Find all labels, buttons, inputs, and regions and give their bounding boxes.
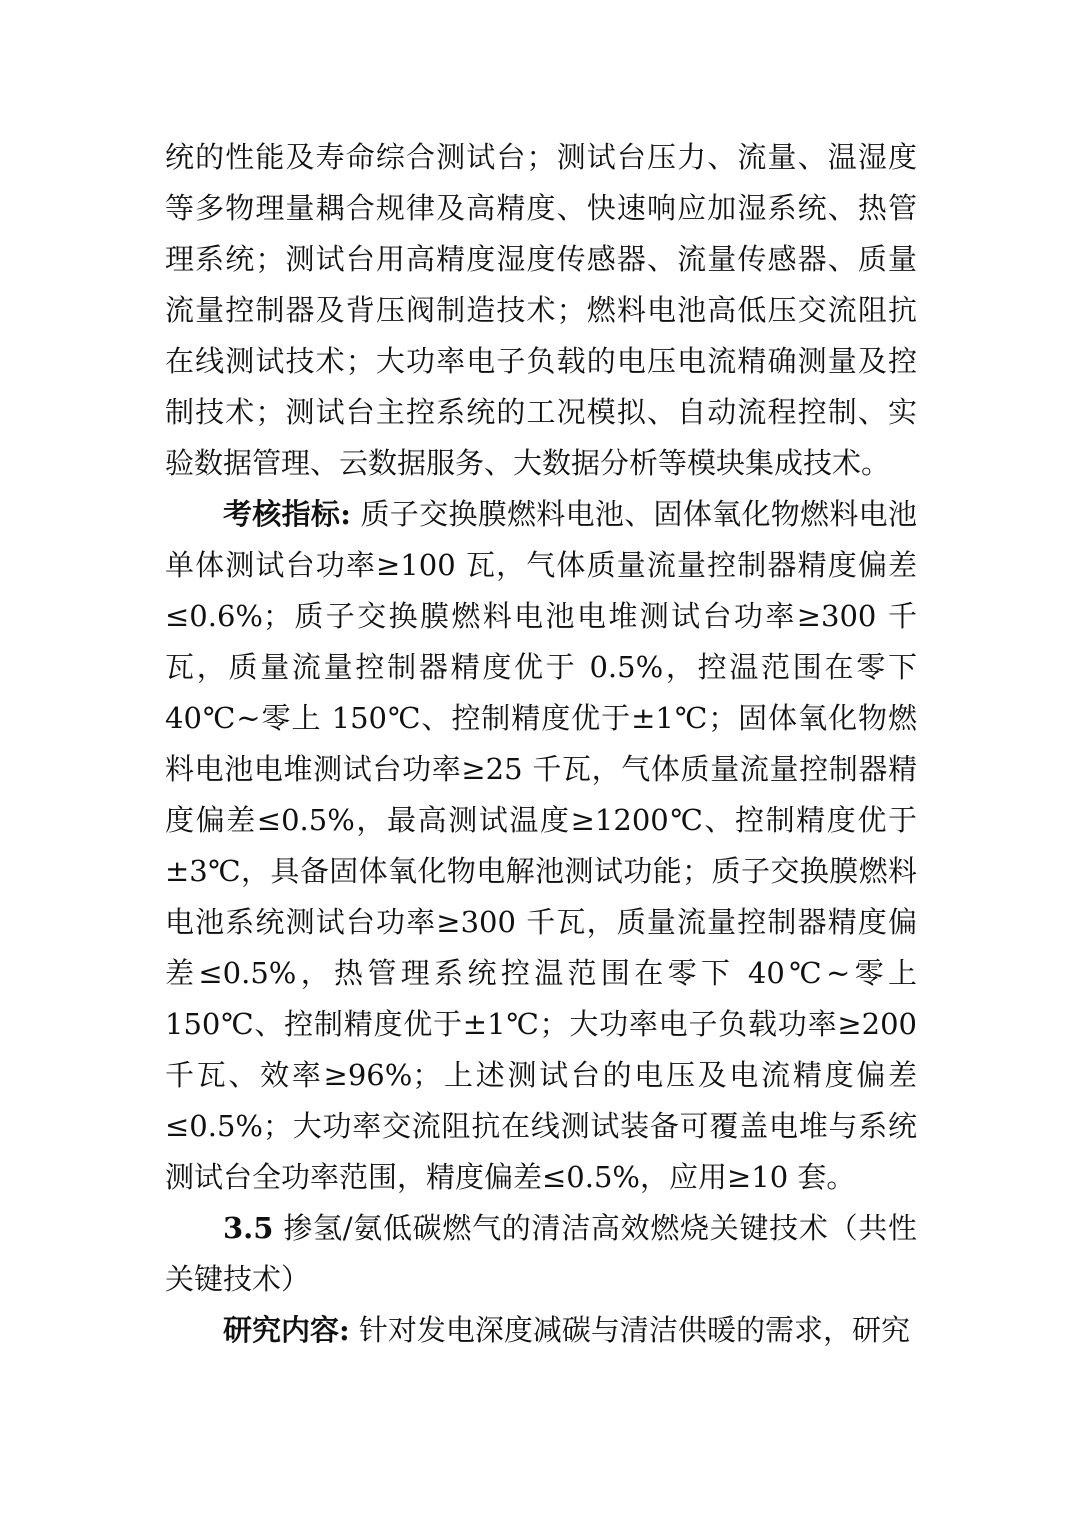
- assessment-label: 考核指标:: [223, 497, 351, 531]
- assessment-text: 质子交换膜燃料电池、固体氧化物燃料电池单体测试台功率≥100 瓦，气体质量流量控制器精度偏差≤0.6%；质子交换膜燃料电池电堆测试台功率≥300 千瓦，质量流量控制器精度优于 0.5%，控温范围在零下 40℃~零上 150℃、控制精度优于±1℃；固体氧化物燃料电池电堆测试台功率≥25 千瓦，气体质量流量控制器精度偏差≤0.5%，最高测试温度≥1200℃、控制精度优于±3℃，具备固体氧化物电解池测试功能；质子交换膜燃料电池系统测试台功率≥300 千瓦，质量流量控制器精度偏差≤0.5%，热管理系统控温范围在零下 40℃~零上 150℃、控制精度优于±1℃；大功率电子负载功率≥200 千瓦、效率≥96%；上述测试台的电压及电流精度偏差≤0.5%；大功率交流阻抗在线测试装备可覆盖电堆与系统测试台全功率范围，精度偏差≤0.5%，应用≥10 套。: [165, 497, 917, 1194]
- document-page: [165, 132, 917, 1356]
- paragraph-assessment-indicators: [165, 489, 917, 1203]
- paragraph-research-continued: 统的性能及寿命综合测试台；测试台压力、流量、温湿度等多物理量耦合规律及高精度、快速响应加湿系统、热管理系统；测试台用高精度湿度传感器、流量传感器、质量流量控制器及背压阀制造技术；燃料电池高低压交流阻抗在线测试技术；大功率电子负载的电压电流精确测量及控制技术；测试台主控系统的工况模拟、自动流程控制、实验数据管理、云数据服务、大数据分析等模块集成技术。: [165, 140, 917, 480]
- section-heading-3-5: [165, 1203, 917, 1305]
- research-text: 针对发电深度减碳与清洁供暖的需求，研究: [349, 1313, 910, 1347]
- paragraph-research-content: [165, 1305, 917, 1356]
- section-title: 掺氢/氨低碳燃气的清洁高效燃烧关键技术（共性关键技术）: [165, 1211, 917, 1296]
- research-label: 研究内容:: [223, 1313, 350, 1347]
- section-number: 3.5: [223, 1211, 274, 1245]
